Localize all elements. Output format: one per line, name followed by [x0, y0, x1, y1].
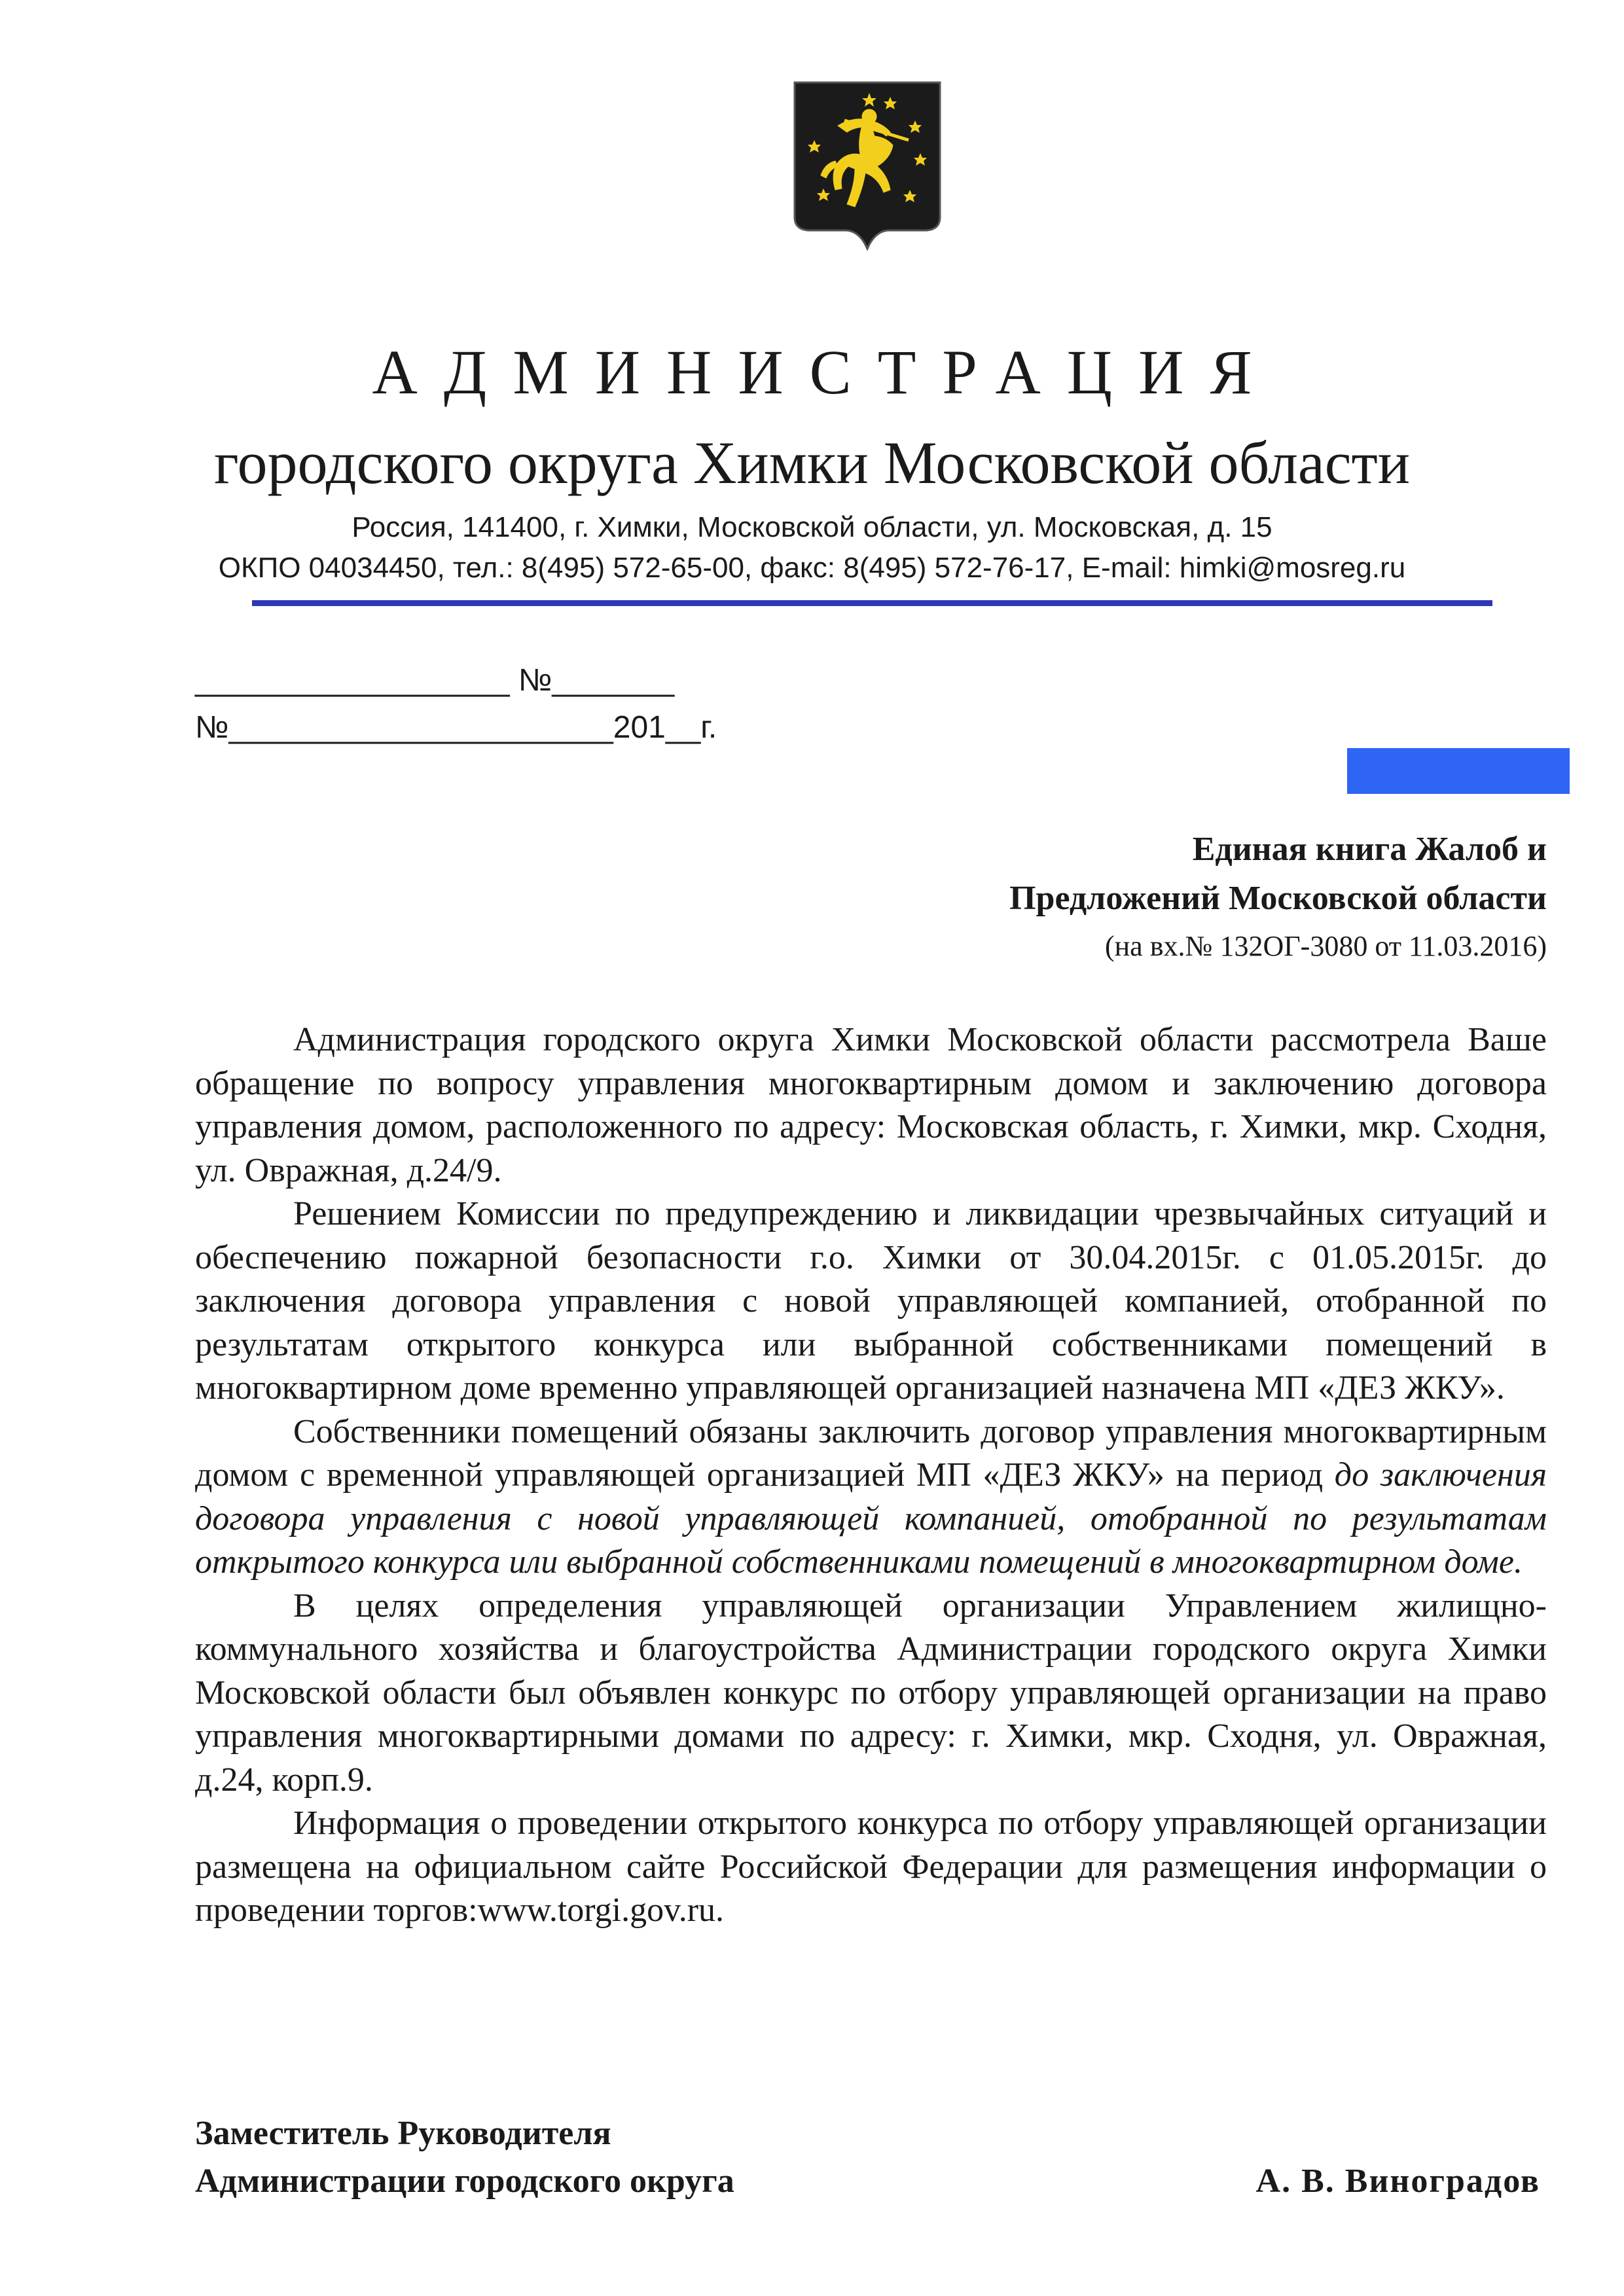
postal-address: Россия, 141400, г. Химки, Московской области, ул. Московская, д. 15 — [352, 511, 1272, 543]
body-paragraph-3-plain: Собственники помещений обязаны заключить договор управления многоквартирным домом с временной управляющей организацией МП «ДЕЗ ЖКУ» на период — [195, 1412, 1547, 1494]
coat-of-arms-icon — [792, 80, 943, 251]
incoming-reference: (на вх.№ 132ОГ-3080 от 11.03.2016) — [1104, 930, 1547, 962]
signatory-position-line-2: Администрации городского округа — [195, 2162, 734, 2200]
document-title: АДМИНИСТРАЦИЯ — [372, 337, 1278, 407]
registration-line-number: __________________ №_______ — [195, 663, 675, 698]
addressee-line-2: Предложений Московской области — [1009, 880, 1547, 917]
body-paragraph-5: Информация о проведении открытого конкурса по отбору управляющей организации размещена на официальном сайте Российской Федерации для размещения информации о проведении торгов:www.torgi.gov.ru. — [195, 1804, 1547, 1929]
contact-details: ОКПО 04034450, тел.: 8(495) 572-65-00, факс: 8(495) 572-76-17, E-mail: himki@mosreg.ru — [218, 552, 1406, 584]
signatory-name: А. В. Виноградов — [1255, 2162, 1540, 2200]
body-paragraph-1: Администрация городского округа Химки Московской области рассмотрела Ваше обращение по вопросу управления многоквартирным домом и заключению договора управления домом, расположенного по адресу: Московская область, г. Химки, мкр. Сходня, ул. Овражная, д.24/9. — [195, 1021, 1547, 1189]
document-subtitle: городского округа Химки Московской области — [214, 429, 1410, 496]
body-paragraph-3-italic: до заключения договора управления с новой управляющей компанией, отобранной по результатам открытого конкурса или выбранной собственниками помещений в многоквартирном доме. — [195, 1456, 1547, 1581]
header-divider — [252, 600, 1492, 606]
redaction-block — [1347, 748, 1570, 794]
letter-body — [195, 1018, 1547, 1933]
addressee-line-1: Единая книга Жалоб и — [1192, 831, 1547, 868]
registration-line-date: №______________________201__г. — [195, 710, 717, 745]
signatory-position-line-1: Заместитель Руководителя — [195, 2115, 611, 2152]
body-paragraph-3 — [195, 1410, 1547, 1585]
body-paragraph-2: Решением Комиссии по предупреждению и ликвидации чрезвычайных ситуаций и обеспечению пожарной безопасности г.о. Химки от 30.04.2015г. с 01.05.2015г. до заключения договора управления с новой управляющей компанией, отобранной по результатам открытого конкурса или выбранной собственниками помещений в многоквартирном доме временно управляющей организацией назначена МП «ДЕЗ ЖКУ». — [195, 1195, 1547, 1407]
body-paragraph-4: В целях определения управляющей организации Управлением жилищно-коммунального хозяйства и благоустройства Администрации городского округа Химки Московской области был объявлен конкурс по отбору управляющей организации на право управления многоквартирными домами по адресу: г. Химки, мкр. Сходня, ул. Овражная, д.24, корп.9. — [195, 1587, 1547, 1799]
